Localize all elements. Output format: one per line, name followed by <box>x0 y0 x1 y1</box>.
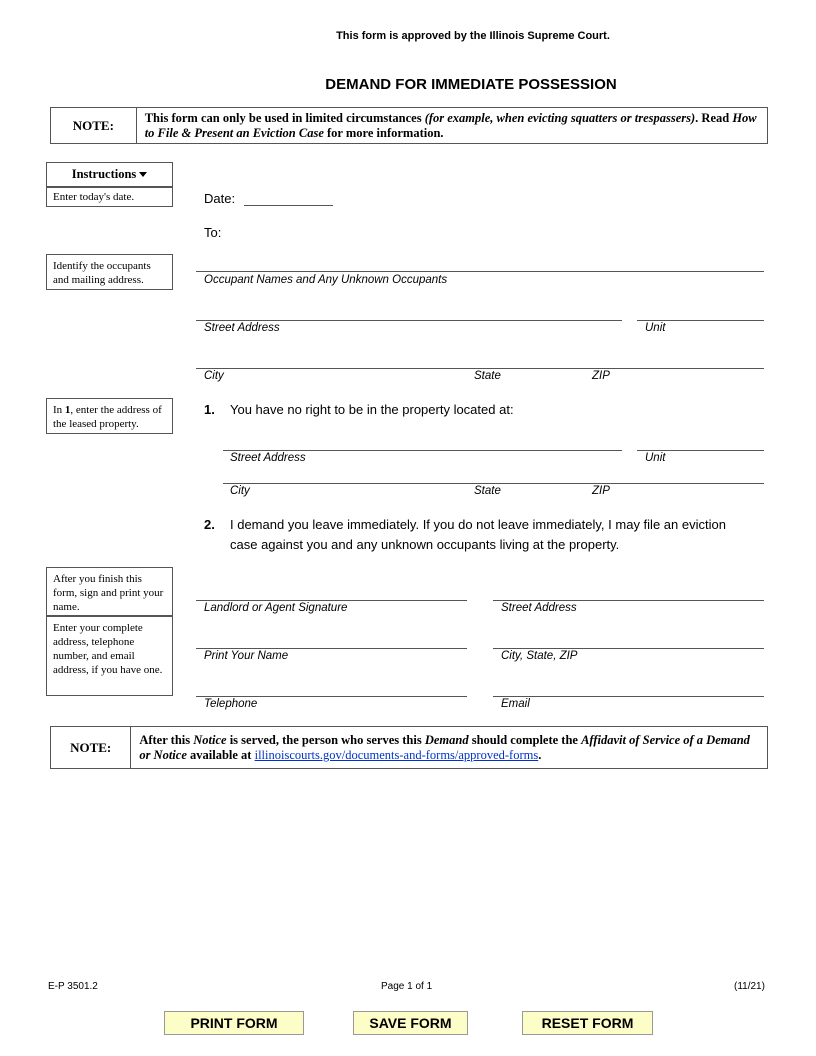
instruction-property-b: 1 <box>64 404 71 416</box>
print-name-field[interactable] <box>196 648 467 649</box>
reset-form-button[interactable]: RESET FORM <box>522 1011 653 1035</box>
note-text <box>136 108 767 143</box>
date-label: Date: <box>204 191 236 206</box>
item1-text: You have no right to be in the property located at: <box>230 402 514 417</box>
property-city-label: City <box>230 485 250 497</box>
telephone-label: Telephone <box>204 698 258 710</box>
note-box-bottom <box>50 726 768 769</box>
telephone-field[interactable] <box>196 696 467 697</box>
property-zip-label: ZIP <box>592 485 610 497</box>
occupant-state-label: State <box>474 370 501 382</box>
occupant-street-field[interactable] <box>196 320 622 321</box>
occupant-street-label: Street Address <box>204 322 280 334</box>
email-label: Email <box>501 698 530 710</box>
occupant-names-field[interactable] <box>196 271 764 272</box>
landlord-street-field[interactable] <box>493 600 764 601</box>
item2-line1: I demand you leave immediately. If you do not leave immediately, I may file an eviction <box>230 517 726 532</box>
note2-text <box>130 727 767 768</box>
occupant-zip-label: ZIP <box>592 370 610 382</box>
item2-line2: case against you and any unknown occupants living at the property. <box>230 537 620 552</box>
item1-number: 1. <box>204 402 215 417</box>
note-label: NOTE: <box>72 117 114 133</box>
instruction-sign: After you finish this form, sign and print your name. <box>46 567 173 616</box>
property-unit-field[interactable] <box>637 450 764 451</box>
form-id: E-P 3501.2 <box>48 981 98 992</box>
revision-date: (11/21) <box>734 981 765 992</box>
note2-e: should complete the <box>468 733 582 747</box>
caret-down-icon <box>139 172 147 177</box>
page-number: Page 1 of 1 <box>381 981 433 992</box>
property-street-label: Street Address <box>230 452 306 464</box>
instruction-property-c: , enter the address of the leased property. <box>53 404 162 430</box>
property-street-field[interactable] <box>223 450 622 451</box>
email-field[interactable] <box>493 696 764 697</box>
instruction-contact: Enter your complete address, telephone number, and email address, if you have one. <box>46 616 173 696</box>
to-label: To: <box>204 225 222 240</box>
signature-field[interactable] <box>196 600 467 601</box>
note-text-d: How to File & Present an Eviction Case <box>144 111 757 140</box>
approval-notice: This form is approved by the Illinois Supreme Court. <box>336 30 610 42</box>
landlord-street-label: Street Address <box>501 602 577 614</box>
note-text-b: (for example, when evicting squatters or trespassers) <box>424 111 696 125</box>
note-text-a: This form can only be used in limited circumstances <box>144 111 425 125</box>
note2-h: . <box>538 748 542 762</box>
instruction-property-a: In <box>53 404 65 416</box>
property-state-label: State <box>474 485 501 497</box>
landlord-city-label: City, State, ZIP <box>501 650 578 662</box>
landlord-city-field[interactable] <box>493 648 764 649</box>
print-name-label: Print Your Name <box>204 650 289 662</box>
instruction-date: Enter today's date. <box>46 187 173 207</box>
save-form-button[interactable]: SAVE FORM <box>353 1011 468 1035</box>
page-title: DEMAND FOR IMMEDIATE POSSESSION <box>325 76 617 93</box>
note2-label: NOTE: <box>70 739 112 755</box>
occupant-names-label: Occupant Names and Any Unknown Occupants <box>204 274 448 286</box>
occupant-unit-label: Unit <box>645 322 666 334</box>
print-form-button[interactable]: PRINT FORM <box>164 1011 304 1035</box>
occupant-city-label: City <box>204 370 224 382</box>
date-field[interactable] <box>244 205 333 206</box>
occupant-unit-field[interactable] <box>637 320 764 321</box>
item2-number: 2. <box>204 517 215 532</box>
approved-forms-link[interactable]: illinoiscourts.gov/documents-and-forms/approved-forms <box>254 748 539 762</box>
note2-b: Notice <box>193 733 227 747</box>
instructions-toggle[interactable] <box>46 162 173 187</box>
instruction-property <box>46 398 173 434</box>
note-text-e: for more information. <box>323 126 444 140</box>
note2-g: available at <box>186 748 255 762</box>
property-unit-label: Unit <box>645 452 666 464</box>
note2-c: is served, the person who serves this <box>226 733 425 747</box>
instruction-occupants: Identify the occupants and mailing address. <box>46 254 173 290</box>
note2-d: Demand <box>424 733 469 747</box>
signature-label: Landlord or Agent Signature <box>204 602 348 614</box>
note-box-top <box>50 107 768 144</box>
note-text-c: . Read <box>695 111 733 125</box>
occupant-city-field[interactable] <box>196 368 764 369</box>
property-city-field[interactable] <box>223 483 764 484</box>
note2-f: Affidavit of Service of a Demand or Notice <box>139 733 750 762</box>
note2-a: After this <box>139 733 194 747</box>
instructions-label: Instructions <box>71 167 137 181</box>
